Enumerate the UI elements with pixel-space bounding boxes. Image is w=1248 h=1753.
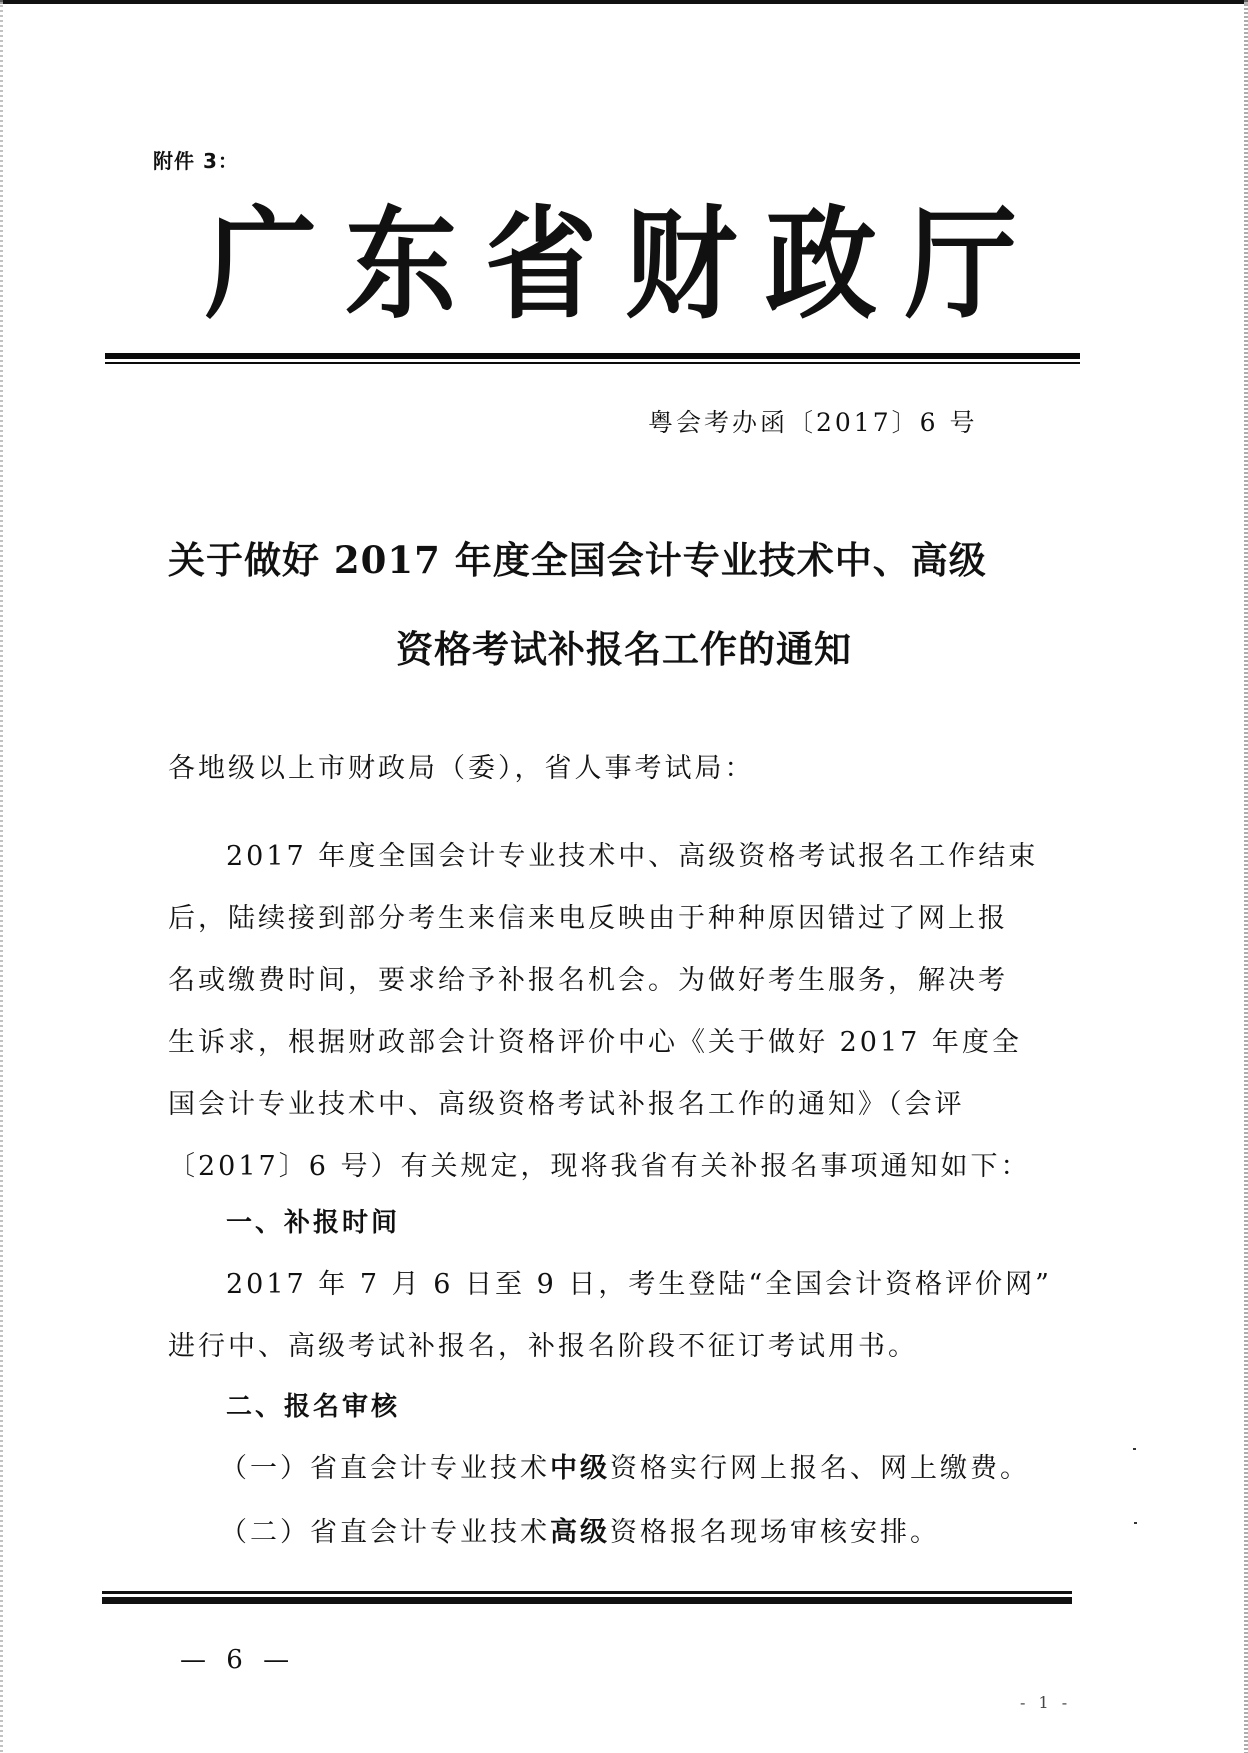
item-emphasis: 中级: [550, 1453, 610, 1484]
section-line: 进行中、高级考试补报名，补报名阶段不征订考试用书。: [168, 1331, 918, 1362]
intro-line: 后，陆续接到部分考生来信来电反映由于种种原因错过了网上报: [168, 903, 1008, 934]
salutation: 各地级以上市财政局（委），省人事考试局：: [168, 753, 755, 784]
document-title-line-1: 关于做好 2017 年度全国会计专业技术中、高级: [168, 538, 987, 582]
intro-line: 〔2017〕6 号）有关规定，现将我省有关补报名事项通知如下：: [168, 1151, 1031, 1182]
intro-line: 2017 年度全国会计专业技术中、高级资格考试报名工作结束: [226, 841, 1039, 872]
review-item-senior: [220, 1510, 940, 1549]
scan-right-edge: [1244, 0, 1248, 1753]
item-suffix: 资格报名现场审核安排。: [610, 1517, 940, 1548]
section-heading-time: 一、补报时间: [226, 1208, 401, 1238]
document-title-line-2: 资格考试补报名工作的通知: [396, 627, 852, 671]
issuer-masthead: 广东省财政厅: [205, 195, 1045, 336]
secondary-page-mark: - 1 -: [1020, 1693, 1072, 1712]
intro-line: 名或缴费时间，要求给予补报名机会。为做好考生服务，解决考: [168, 965, 1008, 996]
item-prefix: （二）省直会计专业技术: [220, 1517, 550, 1548]
intro-line: 生诉求，根据财政部会计资格评价中心《关于做好 2017 年度全: [168, 1027, 1022, 1058]
scan-left-edge: [0, 0, 3, 1753]
section-line: 2017 年 7 月 6 日至 9 日，考生登陆“全国会计资格评价网”: [226, 1269, 1052, 1300]
scan-speck: [1134, 1522, 1137, 1524]
scan-top-edge: [0, 0, 1248, 4]
item-emphasis: 高级: [550, 1517, 610, 1548]
document-number: 粤会考办函〔2017〕6 号: [648, 408, 978, 437]
page-number: — 6 —: [180, 1645, 296, 1675]
footer-divider: [102, 1591, 1072, 1604]
masthead-divider: [105, 353, 1080, 364]
scan-speck: [1133, 1448, 1136, 1450]
intro-line: 国会计专业技术中、高级资格考试补报名工作的通知》（会评: [168, 1089, 965, 1120]
review-item-intermediate: [220, 1446, 1030, 1485]
attachment-label: 附件 3：: [153, 149, 239, 173]
item-suffix: 资格实行网上报名、网上缴费。: [610, 1453, 1030, 1484]
item-prefix: （一）省直会计专业技术: [220, 1453, 550, 1484]
section-heading-review: 二、报名审核: [226, 1392, 401, 1422]
